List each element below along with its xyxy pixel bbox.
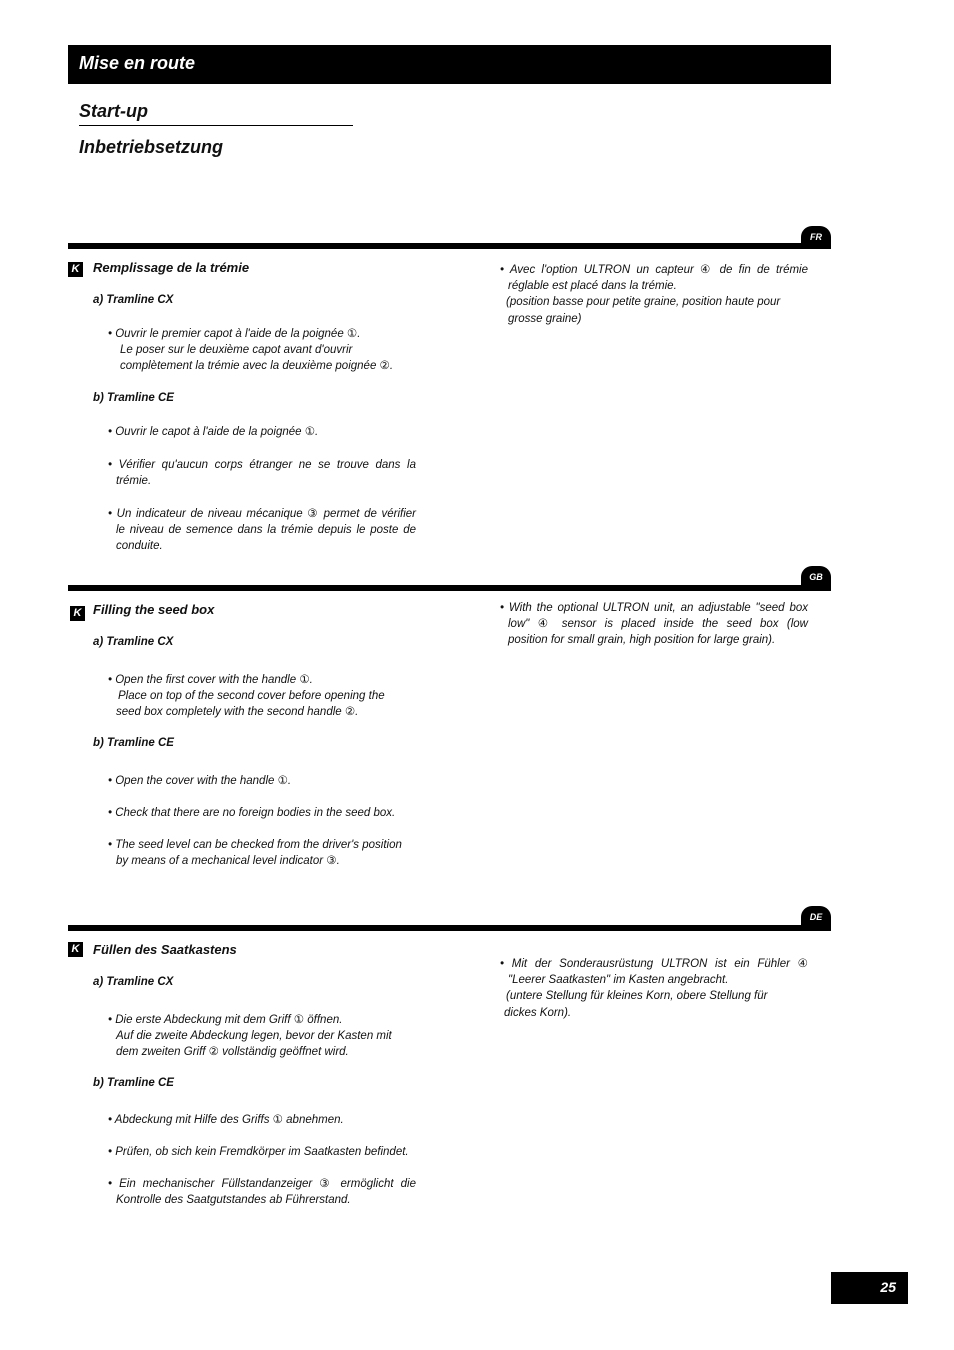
section-heading-gb: Filling the seed box (93, 602, 215, 617)
subheading-de-a: a) Tramline CX (93, 976, 174, 988)
subheading-de-b: b) Tramline CE (93, 1077, 174, 1089)
title-bar (68, 45, 831, 84)
list-item: • Ein mechanischer Füllstandanzeiger ③ ermöglicht die Kontrolle des Saatgutstandes ab Führerstand. (108, 1178, 416, 1207)
list-item: • Ouvrir le premier capot à l'aide de la poignée ①. Le poser sur le deuxième capot avant d'ouvrir complètement la trémie avec la deuxième poignée ②. (108, 328, 394, 373)
list-item: • Ouvrir le capot à l'aide de la poignée ①. (108, 426, 319, 438)
list-item: • Vérifier qu'aucun corps étranger ne se trouve dans la trémie. (108, 459, 416, 488)
list-item: • Prüfen, ob sich kein Fremdkörper im Saatkasten befindet. (108, 1146, 409, 1158)
list-item: • Un indicateur de niveau mécanique ③ permet de vérifier le niveau de semence dans la trémie depuis le poste de conduite. (108, 508, 416, 553)
list-item: • Mit der Sonderausrüstung ULTRON ist ein Fühler ④ "Leerer Saatkasten" im Kasten angebracht. (untere Stellung für kleines Korn, obere Stellung für dickes Korn). (500, 958, 808, 1019)
list-item: • Check that there are no foreign bodies in the seed box. (108, 807, 396, 819)
subtitle-en: Start-up (79, 101, 148, 121)
section-heading-de: Füllen des Saatkastens (93, 942, 237, 957)
page-title: Mise en route (79, 53, 196, 73)
section-marker-gb: K (70, 606, 85, 621)
page-number: 25 (880, 1279, 896, 1295)
list-item: • The seed level can be checked from the driver's position by means of a mechanical level indicator ③. (108, 839, 402, 868)
subheading-fr-a: a) Tramline CX (93, 294, 174, 306)
section-marker-de: K (68, 942, 83, 957)
list-item: • With the optional ULTRON unit, an adjustable "seed box low" ④ sensor is placed inside the seed box (low position for small grain, high position for large grain). (500, 602, 808, 647)
subheading-gb-a: a) Tramline CX (93, 636, 174, 648)
section-marker-fr: K (68, 262, 83, 277)
page-number-box (831, 1272, 908, 1304)
list-item: • Open the first cover with the handle ①. Place on top of the second cover before opening the seed box completely with the second handle ②. (108, 674, 385, 719)
list-item: • Die erste Abdeckung mit dem Griff ① öffnen. Auf die zweite Abdeckung legen, bevor der Kasten mit dem zweiten Griff ② vollständig geöffnet wird. (108, 1014, 392, 1059)
subheading-fr-b: b) Tramline CE (93, 392, 174, 404)
lang-tag-gb: GB (801, 566, 831, 588)
subtitle-de: Inbetriebsetzung (79, 137, 224, 157)
subtitle-rule (79, 125, 353, 126)
list-item: • Open the cover with the handle ①. (108, 775, 292, 787)
lang-tag-de: DE (801, 906, 831, 928)
list-item: • Avec l'option ULTRON un capteur ④ de fin de trémie réglable est placé dans la trémie. (position basse pour petite graine, position haute pour grosse graine) (500, 264, 808, 325)
section-heading-fr: Remplissage de la trémie (93, 260, 250, 275)
list-item: • Abdeckung mit Hilfe des Griffs ① abnehmen. (108, 1114, 344, 1126)
section-rule-de (68, 925, 831, 931)
section-rule-gb (68, 585, 831, 591)
subheading-gb-b: b) Tramline CE (93, 737, 174, 749)
section-rule-fr (68, 243, 831, 249)
lang-tag-fr: FR (801, 226, 831, 248)
